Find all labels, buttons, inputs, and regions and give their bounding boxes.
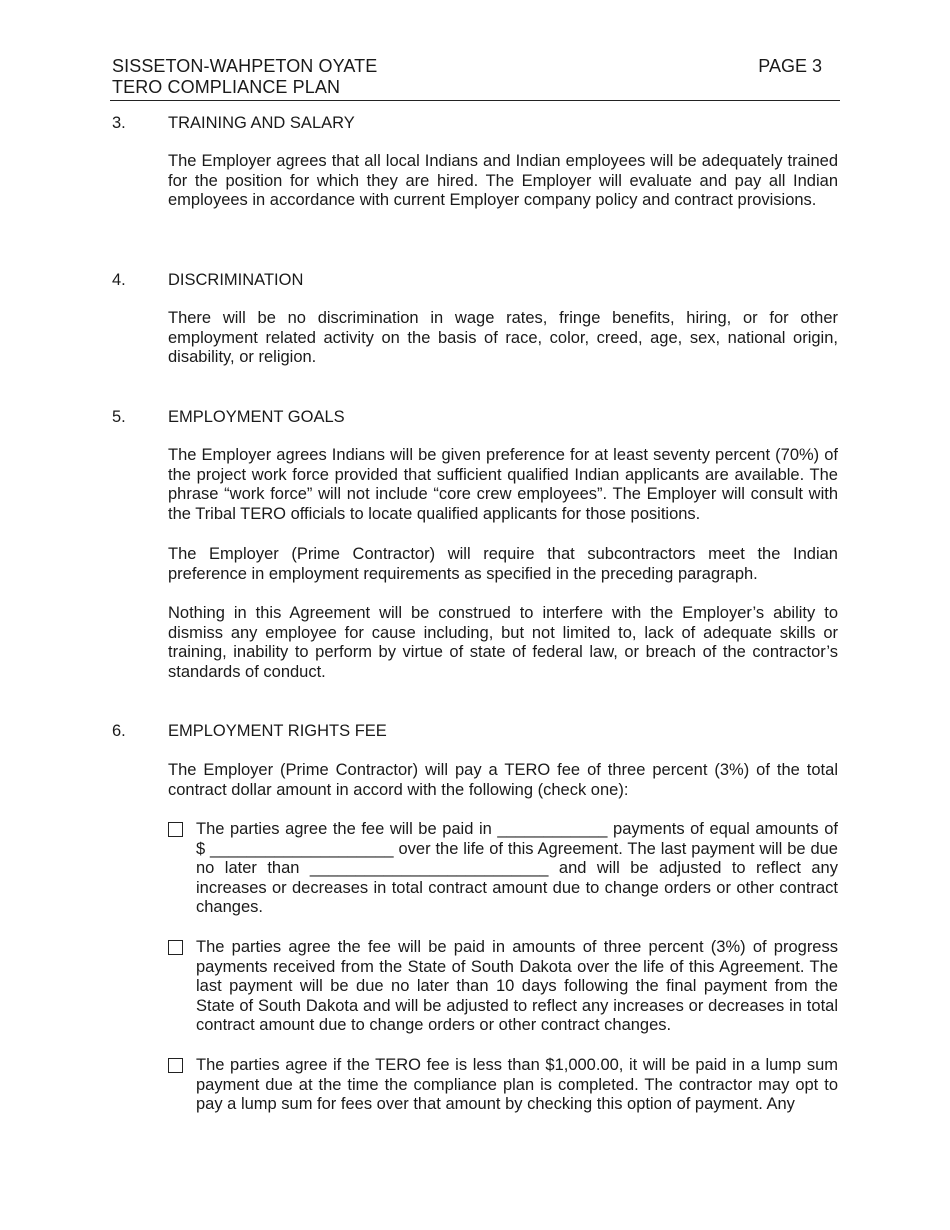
header-plan-title: TERO COMPLIANCE PLAN [112, 77, 341, 97]
section-number: 5. [112, 408, 126, 426]
fee-option-lump-sum-checkbox[interactable] [168, 1058, 183, 1073]
section-5-paragraph-1: The Employer agrees Indians will be given preference for at least seventy percent (70%) of the project work force provided that sufficient qualified Indian applicants are available. The phrase “work force” will not include “core crew employees”. The Employer will consult with the Tribal TERO officials to locate qualified applicants for those positions. [168, 446, 838, 523]
fee-option-text: The parties agree if the TERO fee is less than $1,000.00, it will be paid in a lump sum payment due at the time the compliance plan is completed. The contractor may opt to pay a lump sum for fees over that amount by checking this option of payment. Any [196, 1056, 838, 1114]
section-5-paragraph-2: The Employer (Prime Contractor) will require that subcontractors meet the Indian preference in employment requirements as specified in the preceding paragraph. [168, 545, 838, 583]
page-number: PAGE 3 [758, 56, 822, 76]
section-3-heading [112, 113, 355, 133]
fee-option-installments-checkbox[interactable] [168, 822, 183, 837]
section-number: 6. [112, 722, 126, 740]
section-title: TRAINING AND SALARY [168, 114, 355, 132]
section-5-paragraph-3: Nothing in this Agreement will be construed to interfere with the Employer’s ability to dismiss any employee for cause including, but not limited to, lack of adequate skills or training, inability to perform by virtue of state of federal law, or breach of the contractor’s standards of conduct. [168, 604, 838, 681]
fee-option-progress-checkbox[interactable] [168, 940, 183, 955]
fee-option-text: The parties agree the fee will be paid in ____________ payments of equal amounts of $ ____________________ over the life of this Agreement. The last payment will be due no later than __________________________ and will be adjusted to reflect any increases or decreases in total contract amount due to change orders or other contract changes. [196, 820, 838, 917]
section-number: 3. [112, 114, 126, 132]
section-title: EMPLOYMENT GOALS [168, 408, 345, 426]
section-5-heading [112, 407, 345, 427]
section-3-paragraph: The Employer agrees that all local Indians and Indian employees will be adequately trained for the position for which they are hired. The Employer will evaluate and pay all Indian employees in accordance with current Employer company policy and contract provisions. [168, 152, 838, 210]
section-4-paragraph: There will be no discrimination in wage rates, fringe benefits, hiring, or for other employment related activity on the basis of race, color, creed, age, sex, national origin, disability, or religion. [168, 309, 838, 367]
fee-option-installments [168, 820, 838, 918]
section-number: 4. [112, 271, 126, 289]
fee-option-text: The parties agree the fee will be paid in amounts of three percent (3%) of progress payments received from the State of South Dakota over the life of this Agreement. The last payment will be due no later than 10 days following the final payment from the State of South Dakota and will be adjusted to reflect any increases or decreases in total contract amount due to change orders or other contract changes. [196, 938, 838, 1035]
header-org: SISSETON-WAHPETON OYATE [112, 56, 378, 76]
section-6-paragraph: The Employer (Prime Contractor) will pay a TERO fee of three percent (3%) of the total contract dollar amount in accord with the following (check one): [168, 761, 838, 799]
section-title: DISCRIMINATION [168, 271, 304, 289]
fee-option-progress-payments [168, 938, 838, 1036]
section-6-heading [112, 721, 387, 741]
section-title: EMPLOYMENT RIGHTS FEE [168, 722, 387, 740]
header-divider [110, 100, 840, 101]
page-header [112, 56, 840, 98]
fee-option-lump-sum [168, 1056, 838, 1115]
section-4-heading [112, 270, 303, 290]
